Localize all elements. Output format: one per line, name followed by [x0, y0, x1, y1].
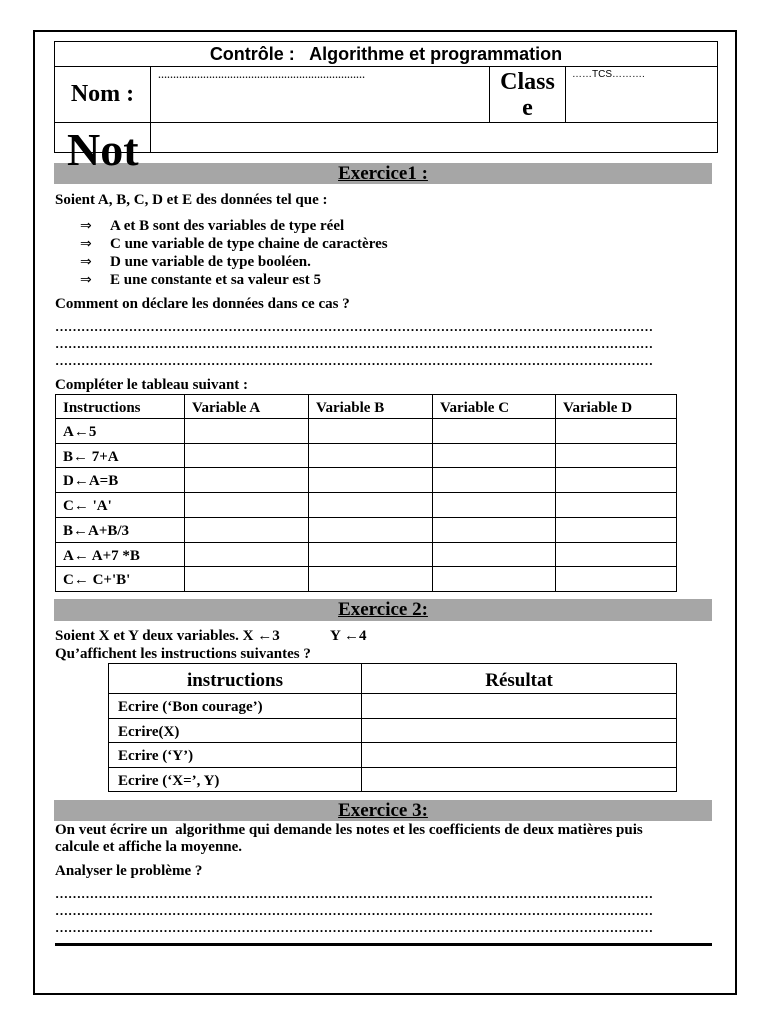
table-header-row	[109, 664, 677, 694]
answer-dotted-line: …………………………………………………………………………………………………………………………	[55, 903, 653, 918]
exercise2-title: Exercice 2:	[338, 599, 428, 620]
variable-c-cell	[433, 567, 556, 592]
instruction-cell: Ecrire (‘X=’, Y)	[109, 768, 362, 792]
name-label-cell	[54, 66, 151, 123]
answer-dotted-line: …………………………………………………………………………………………………………………………	[55, 353, 653, 368]
variable-b-cell	[309, 567, 433, 592]
table-row	[56, 419, 677, 444]
bottom-rule	[55, 943, 712, 946]
table-row	[56, 518, 677, 543]
column-header-result: Résultat	[362, 664, 677, 694]
result-cell	[362, 743, 677, 768]
instruction-cell: C← C+'B'	[56, 567, 185, 592]
exercise1-title: Exercice1 :	[338, 162, 428, 184]
exercise2-question: Qu’affichent les instructions suivantes ?	[55, 646, 311, 662]
variable-c-cell	[433, 543, 556, 567]
table-row	[109, 743, 677, 768]
exercise1-bullet: A et B sont des variables de type réel	[110, 218, 345, 234]
name-label: Nom :	[70, 81, 135, 107]
variable-d-cell	[556, 468, 677, 493]
result-cell	[362, 694, 677, 719]
variable-a-cell	[185, 567, 309, 592]
variable-b-cell	[309, 419, 433, 444]
variable-a-cell	[185, 419, 309, 444]
column-header-instructions: Instructions	[56, 395, 185, 419]
instruction-cell: A←5	[56, 419, 185, 444]
class-label-line1: Class	[500, 68, 555, 95]
class-label-cell	[489, 66, 566, 123]
variable-c-cell	[433, 518, 556, 543]
instruction-cell: A← A+7 *B	[56, 543, 185, 567]
exam-title: Contrôle : Algorithme et programmation	[54, 41, 718, 67]
exercise1-question: Comment on déclare les données dans ce cas ?	[55, 296, 350, 312]
table-row	[56, 468, 677, 493]
variable-c-cell	[433, 444, 556, 468]
variable-c-cell	[433, 419, 556, 444]
section-bar	[54, 800, 712, 821]
exercise3-question: Analyser le problème ?	[55, 863, 203, 879]
table-row	[56, 444, 677, 468]
variable-a-cell	[185, 468, 309, 493]
table-row	[56, 567, 677, 592]
exercise3-statement-line: calcule et affiche la moyenne.	[55, 839, 243, 855]
exercise2-intro-y: Y ←4	[330, 628, 367, 644]
table-row	[109, 719, 677, 743]
variable-b-cell	[309, 493, 433, 518]
column-header-variable-b: Variable B	[309, 395, 433, 419]
exercise1-table-prompt: Compléter le tableau suivant :	[55, 377, 249, 393]
instruction-cell: D←A=B	[56, 468, 185, 493]
table-row	[56, 493, 677, 518]
instruction-cell: B←A+B/3	[56, 518, 185, 543]
variable-c-cell	[433, 493, 556, 518]
note-label: Not	[67, 124, 139, 175]
class-label-line2: e	[522, 94, 533, 121]
name-field-cell	[150, 66, 490, 123]
table-header-row	[56, 395, 677, 419]
variable-b-cell	[309, 543, 433, 567]
variable-d-cell	[556, 518, 677, 543]
exercise3-title: Exercice 3:	[338, 799, 428, 821]
column-header-variable-c: Variable C	[433, 395, 556, 419]
exercise1-intro: Soient A, B, C, D et E des données tel que :	[55, 192, 328, 208]
result-cell	[362, 768, 677, 792]
instruction-cell: C← 'A'	[56, 493, 185, 518]
instruction-cell: B← 7+A	[56, 444, 185, 468]
exercise1-bullet: D une variable de type booléen.	[110, 254, 311, 270]
exercise1-table	[55, 394, 677, 592]
variable-a-cell	[185, 543, 309, 567]
exercise2-intro: Soient X et Y deux variables. X ←3	[55, 628, 280, 644]
instruction-cell: Ecrire (‘Y’)	[109, 743, 362, 768]
variable-b-cell	[309, 468, 433, 493]
variable-b-cell	[309, 518, 433, 543]
variable-d-cell	[556, 444, 677, 468]
answer-dotted-line: …………………………………………………………………………………………………………………………	[55, 336, 653, 351]
variable-d-cell	[556, 543, 677, 567]
class-value: ……TCS……….	[572, 69, 645, 80]
arrow-right-icon: ⇒	[80, 218, 92, 234]
variable-d-cell	[556, 419, 677, 444]
instruction-cell: Ecrire(X)	[109, 719, 362, 743]
column-header-variable-d: Variable D	[556, 395, 677, 419]
result-cell	[362, 719, 677, 743]
answer-dotted-line: …………………………………………………………………………………………………………………………	[55, 319, 653, 334]
name-dots: ……………………………………………………………	[158, 70, 365, 80]
variable-c-cell	[433, 468, 556, 493]
instruction-cell: Ecrire (‘Bon courage’)	[109, 694, 362, 719]
exercise1-bullet: E une constante et sa valeur est 5	[110, 272, 321, 288]
class-value-cell	[565, 66, 718, 123]
variable-a-cell	[185, 518, 309, 543]
table-row	[109, 768, 677, 792]
note-value-cell	[150, 122, 718, 153]
note-label-cell	[54, 122, 151, 175]
table-row	[56, 543, 677, 567]
section-bar	[54, 163, 712, 184]
variable-d-cell	[556, 567, 677, 592]
arrow-right-icon: ⇒	[80, 236, 92, 252]
exercise1-bullet: C une variable de type chaine de caractères	[110, 236, 388, 252]
variable-a-cell	[185, 444, 309, 468]
column-header-instructions: instructions	[109, 664, 362, 694]
variable-a-cell	[185, 493, 309, 518]
arrow-right-icon: ⇒	[80, 272, 92, 288]
variable-d-cell	[556, 493, 677, 518]
exercise3-statement-line: On veut écrire un algorithme qui demande les notes et les coefficients de deux matières puis	[55, 822, 643, 838]
exercise2-table	[108, 663, 677, 792]
answer-dotted-line: …………………………………………………………………………………………………………………………	[55, 920, 653, 935]
arrow-right-icon: ⇒	[80, 254, 92, 270]
section-bar	[54, 599, 712, 621]
variable-b-cell	[309, 444, 433, 468]
table-row	[109, 694, 677, 719]
column-header-variable-a: Variable A	[185, 395, 309, 419]
answer-dotted-line: …………………………………………………………………………………………………………………………	[55, 886, 653, 901]
